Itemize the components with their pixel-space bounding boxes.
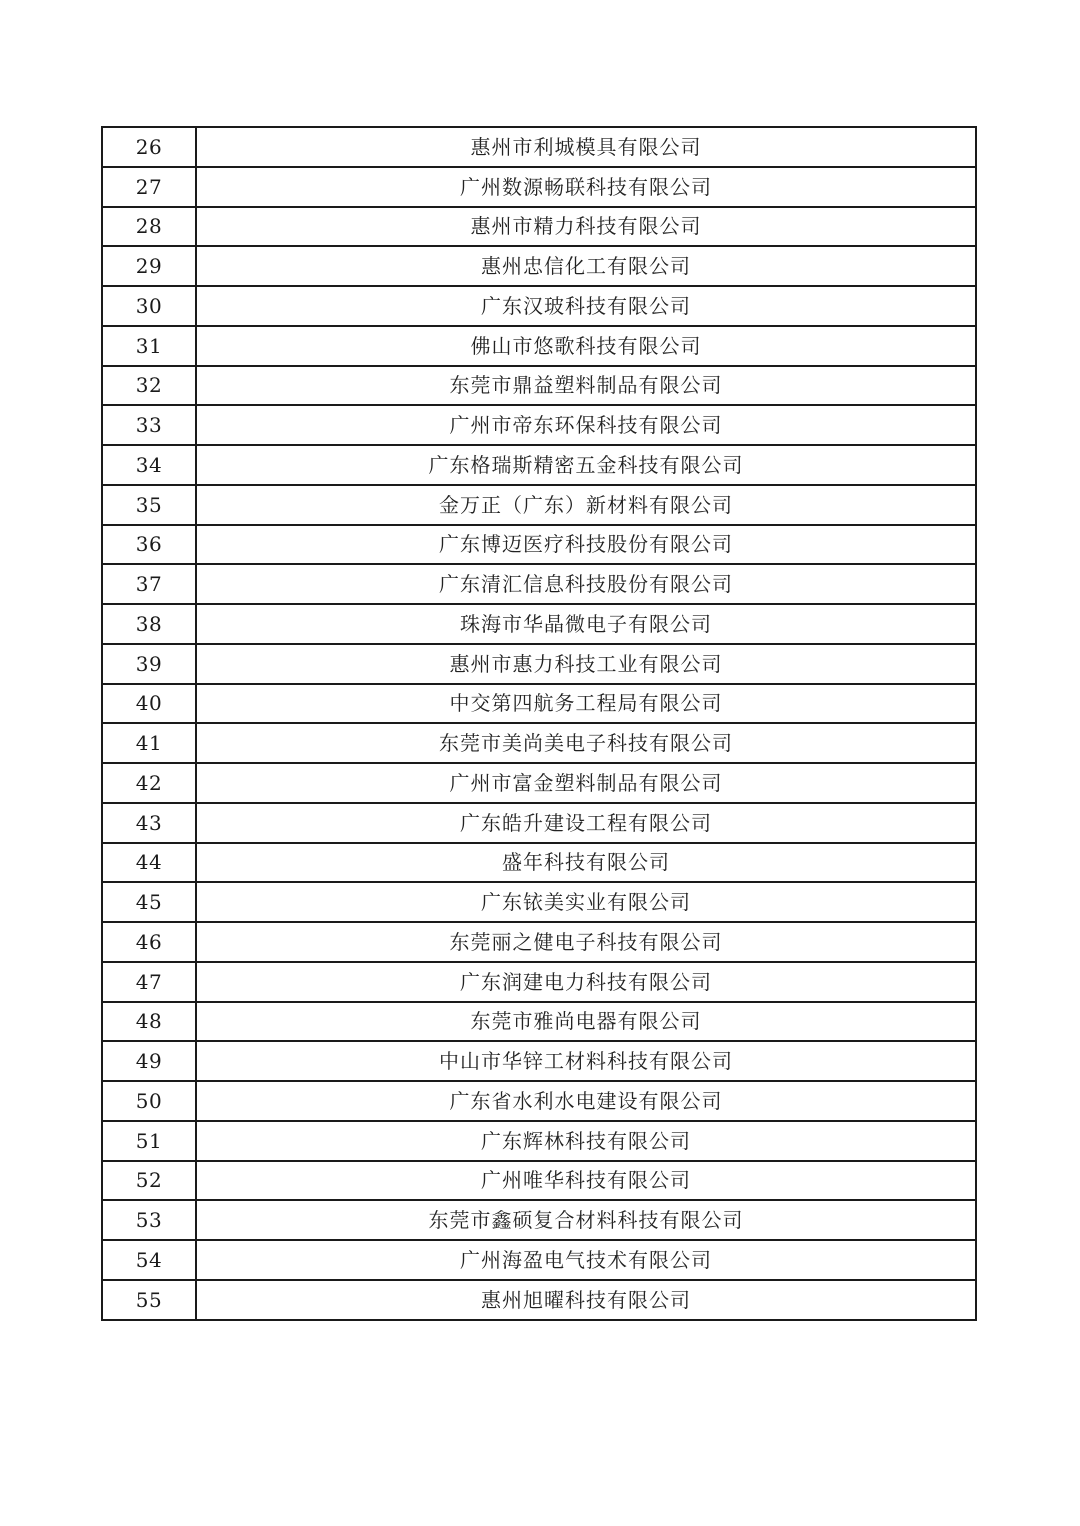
company-name-cell: 东莞丽之健电子科技有限公司 (196, 922, 976, 962)
table-row (102, 326, 976, 366)
row-number-cell: 41 (102, 723, 196, 763)
company-name-cell: 东莞市美尚美电子科技有限公司 (196, 723, 976, 763)
row-number-cell: 49 (102, 1041, 196, 1081)
row-number-cell: 48 (102, 1002, 196, 1042)
row-number-cell: 36 (102, 525, 196, 565)
company-name-cell: 广东皓升建设工程有限公司 (196, 803, 976, 843)
row-number-cell: 53 (102, 1200, 196, 1240)
table-row (102, 1081, 976, 1121)
row-number-cell: 54 (102, 1240, 196, 1280)
company-name-cell: 广东汉玻科技有限公司 (196, 286, 976, 326)
table-row (102, 485, 976, 525)
table-row (102, 644, 976, 684)
row-number-cell: 26 (102, 127, 196, 167)
company-name-cell: 佛山市悠歌科技有限公司 (196, 326, 976, 366)
row-number-cell: 29 (102, 246, 196, 286)
company-name-cell: 东莞市鼎益塑料制品有限公司 (196, 366, 976, 406)
row-number-cell: 47 (102, 962, 196, 1002)
company-name-cell: 惠州忠信化工有限公司 (196, 246, 976, 286)
table-row (102, 445, 976, 485)
company-name-cell: 广东润建电力科技有限公司 (196, 962, 976, 1002)
company-name-cell: 盛年科技有限公司 (196, 843, 976, 883)
row-number-cell: 33 (102, 405, 196, 445)
table-row (102, 1121, 976, 1161)
table-row (102, 803, 976, 843)
company-name-cell: 广州唯华科技有限公司 (196, 1161, 976, 1201)
company-name-cell: 惠州市惠力科技工业有限公司 (196, 644, 976, 684)
row-number-cell: 31 (102, 326, 196, 366)
company-name-cell: 广东省水利水电建设有限公司 (196, 1081, 976, 1121)
company-name-cell: 广州海盈电气技术有限公司 (196, 1240, 976, 1280)
company-list-table (101, 126, 977, 1321)
row-number-cell: 40 (102, 684, 196, 724)
company-name-cell: 广东清汇信息科技股份有限公司 (196, 564, 976, 604)
table-row (102, 246, 976, 286)
table-row (102, 1200, 976, 1240)
table-row (102, 723, 976, 763)
table-row (102, 882, 976, 922)
company-name-cell: 惠州市精力科技有限公司 (196, 207, 976, 247)
company-name-cell: 广东博迈医疗科技股份有限公司 (196, 525, 976, 565)
table-row (102, 843, 976, 883)
row-number-cell: 45 (102, 882, 196, 922)
company-name-cell: 广东辉林科技有限公司 (196, 1121, 976, 1161)
row-number-cell: 32 (102, 366, 196, 406)
row-number-cell: 55 (102, 1280, 196, 1320)
table-row (102, 684, 976, 724)
row-number-cell: 35 (102, 485, 196, 525)
row-number-cell: 42 (102, 763, 196, 803)
table-row (102, 604, 976, 644)
row-number-cell: 46 (102, 922, 196, 962)
table-row (102, 1002, 976, 1042)
row-number-cell: 38 (102, 604, 196, 644)
table-row (102, 405, 976, 445)
table-row (102, 127, 976, 167)
row-number-cell: 27 (102, 167, 196, 207)
table-row (102, 167, 976, 207)
company-name-cell: 东莞市鑫硕复合材料科技有限公司 (196, 1200, 976, 1240)
row-number-cell: 37 (102, 564, 196, 604)
table-row (102, 1240, 976, 1280)
company-name-cell: 中山市华锌工材料科技有限公司 (196, 1041, 976, 1081)
row-number-cell: 28 (102, 207, 196, 247)
table-row (102, 1041, 976, 1081)
company-name-cell: 广东铱美实业有限公司 (196, 882, 976, 922)
table-row (102, 207, 976, 247)
row-number-cell: 50 (102, 1081, 196, 1121)
table-row (102, 763, 976, 803)
company-name-cell: 中交第四航务工程局有限公司 (196, 684, 976, 724)
row-number-cell: 30 (102, 286, 196, 326)
row-number-cell: 52 (102, 1161, 196, 1201)
company-name-cell: 广州数源畅联科技有限公司 (196, 167, 976, 207)
company-name-cell: 广东格瑞斯精密五金科技有限公司 (196, 445, 976, 485)
table-row (102, 1161, 976, 1201)
table-row (102, 922, 976, 962)
company-name-cell: 金万正（广东）新材料有限公司 (196, 485, 976, 525)
row-number-cell: 39 (102, 644, 196, 684)
table-row (102, 286, 976, 326)
table-row (102, 962, 976, 1002)
row-number-cell: 51 (102, 1121, 196, 1161)
row-number-cell: 34 (102, 445, 196, 485)
company-name-cell: 东莞市雅尚电器有限公司 (196, 1002, 976, 1042)
table-row (102, 1280, 976, 1320)
company-name-cell: 广州市帝东环保科技有限公司 (196, 405, 976, 445)
row-number-cell: 43 (102, 803, 196, 843)
company-name-cell: 珠海市华晶微电子有限公司 (196, 604, 976, 644)
company-name-cell: 广州市富金塑料制品有限公司 (196, 763, 976, 803)
table-row (102, 525, 976, 565)
company-name-cell: 惠州旭曜科技有限公司 (196, 1280, 976, 1320)
table-row (102, 366, 976, 406)
company-name-cell: 惠州市利城模具有限公司 (196, 127, 976, 167)
row-number-cell: 44 (102, 843, 196, 883)
table-row (102, 564, 976, 604)
table-body (102, 127, 976, 1320)
